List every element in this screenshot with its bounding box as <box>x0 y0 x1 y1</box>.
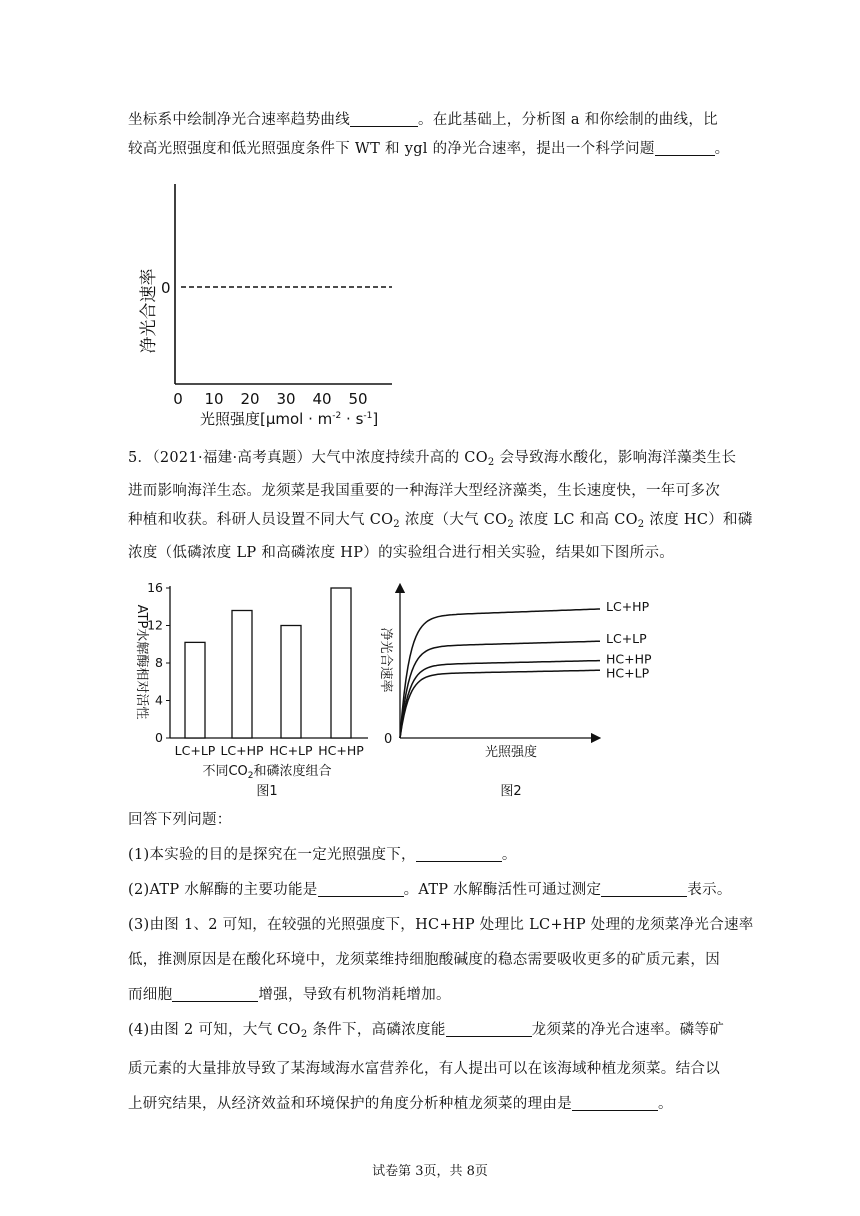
x-tick-label: 40 <box>312 390 332 408</box>
blank-coordinate-chart <box>128 178 408 430</box>
answer-blank[interactable] <box>655 139 715 156</box>
category-label: HC+LP <box>269 743 313 758</box>
answer-blank[interactable] <box>446 1020 532 1037</box>
answer-blank[interactable] <box>318 880 404 897</box>
questions: 回答下列问题： (1)本实验的目的是探究在一定光照强度下， 。 (2)ATP 水解酶的主要功能是 。ATP 水解酶活性可通过测定 表示。 (3)由图 1、2 可知，在较强的光照强度下，HC+HP 处理比 LC+HP 处理的龙须菜净光合速率 低，推测原因是在酸化环境中，龙须菜维持细胞酸碱度的稳态需要吸收更多的矿质元素，因 而细胞 增强，导致有机物消耗增加。 (4)由图 2 可知，大气 $CO_2$ 条件下，高磷浓度能 龙须菜的净光合速率。磷等矿 质元素的大量排放导致了某海域海水富营养化，有人提出可以在该海域种植龙须菜。结合以 上研究结果，从经济效益和环境保护的角度分析种植龙须菜的理由是 。 <box>128 806 732 1119</box>
figure-caption: 图1 <box>256 784 278 799</box>
bar-lc-hp <box>232 611 252 739</box>
x-tick-label: 0 <box>173 390 183 408</box>
y-axis-label: 净光合速率 <box>378 627 393 693</box>
answer-blank[interactable] <box>172 985 258 1002</box>
x-axis-label: 光照强度$[\mu mol \cdot m^{-2} \cdot s^{-1}]$ <box>200 410 379 428</box>
y-axis-label: ATP水解酶相对活性 <box>134 604 149 720</box>
q5-stem: 5．（2021·福建·高考真题）大气中浓度持续升高的 $CO_2$ 会导致海水酸化，影响海洋藻类生长 进而影响海洋生态。龙须菜是我国重要的一种海洋大型经济藻类，生长速度快，一年可多次 种植和收获。科研人员设置不同大气 $CO_2$ 浓度（大气 $CO_2$ 浓度 LC 和高 $CO_2$ 浓度 HC）和磷 浓度（低磷浓度 LP 和高磷浓度 HP）的实验组合进行相关实验，结果如下图所示。 <box>128 450 753 561</box>
zero-label: 0 <box>161 279 171 297</box>
x-axis-label: 光照强度 <box>484 745 538 760</box>
x-tick-label: 20 <box>240 390 260 408</box>
series-label: HC+LP <box>606 665 650 681</box>
answer-blank[interactable] <box>350 110 418 127</box>
line-lc-lp <box>400 641 600 738</box>
category-label: LC+LP <box>174 743 216 758</box>
y-tick-label: 0 <box>155 730 163 745</box>
x-axis-label: 不同$CO_2$和磷浓度组合 <box>202 764 332 781</box>
figure-2-line-chart <box>378 578 680 800</box>
q4-continuation: 坐标系中绘制净光合速率趋势曲线 。在此基础上，分析图 a 和你绘制的曲线，比 较高光照强度和低光照强度条件下 WT 和 ygl 的净光合速率，提出一个科学问题 。 <box>128 112 730 157</box>
x-tick-label: 10 <box>204 390 224 408</box>
x-tick-label: 50 <box>348 390 368 408</box>
answer-intro: 回答下列问题： <box>128 812 232 828</box>
answer-blank[interactable] <box>572 1094 658 1111</box>
series-label: LC+HP <box>606 598 650 614</box>
bar-hc-lp <box>281 626 301 739</box>
x-tick-label: 30 <box>276 390 296 408</box>
y-tick-label: 16 <box>147 580 163 595</box>
line-hc-lp <box>400 670 600 738</box>
category-label: HC+HP <box>318 743 364 758</box>
y-tick-label: 8 <box>155 655 163 670</box>
series-label: LC+LP <box>606 631 647 647</box>
category-label: LC+HP <box>220 743 264 758</box>
bar-lc-lp <box>185 642 205 738</box>
y-axis-label: 净光合速率 <box>139 268 159 354</box>
answer-blank[interactable] <box>601 880 687 897</box>
series-label: HC+HP <box>606 651 652 667</box>
bar-hc-hp <box>331 588 351 738</box>
figure-caption: 图2 <box>500 784 522 799</box>
origin-label: 0 <box>384 732 393 747</box>
y-tick-label: 4 <box>155 692 163 708</box>
page-footer: 试卷第 3页，共 8页 <box>372 1164 488 1179</box>
line-lc-hp <box>400 609 600 738</box>
figure-1-bar-chart <box>128 578 378 800</box>
y-tick-label: 12 <box>147 617 163 633</box>
answer-blank[interactable] <box>416 845 502 862</box>
